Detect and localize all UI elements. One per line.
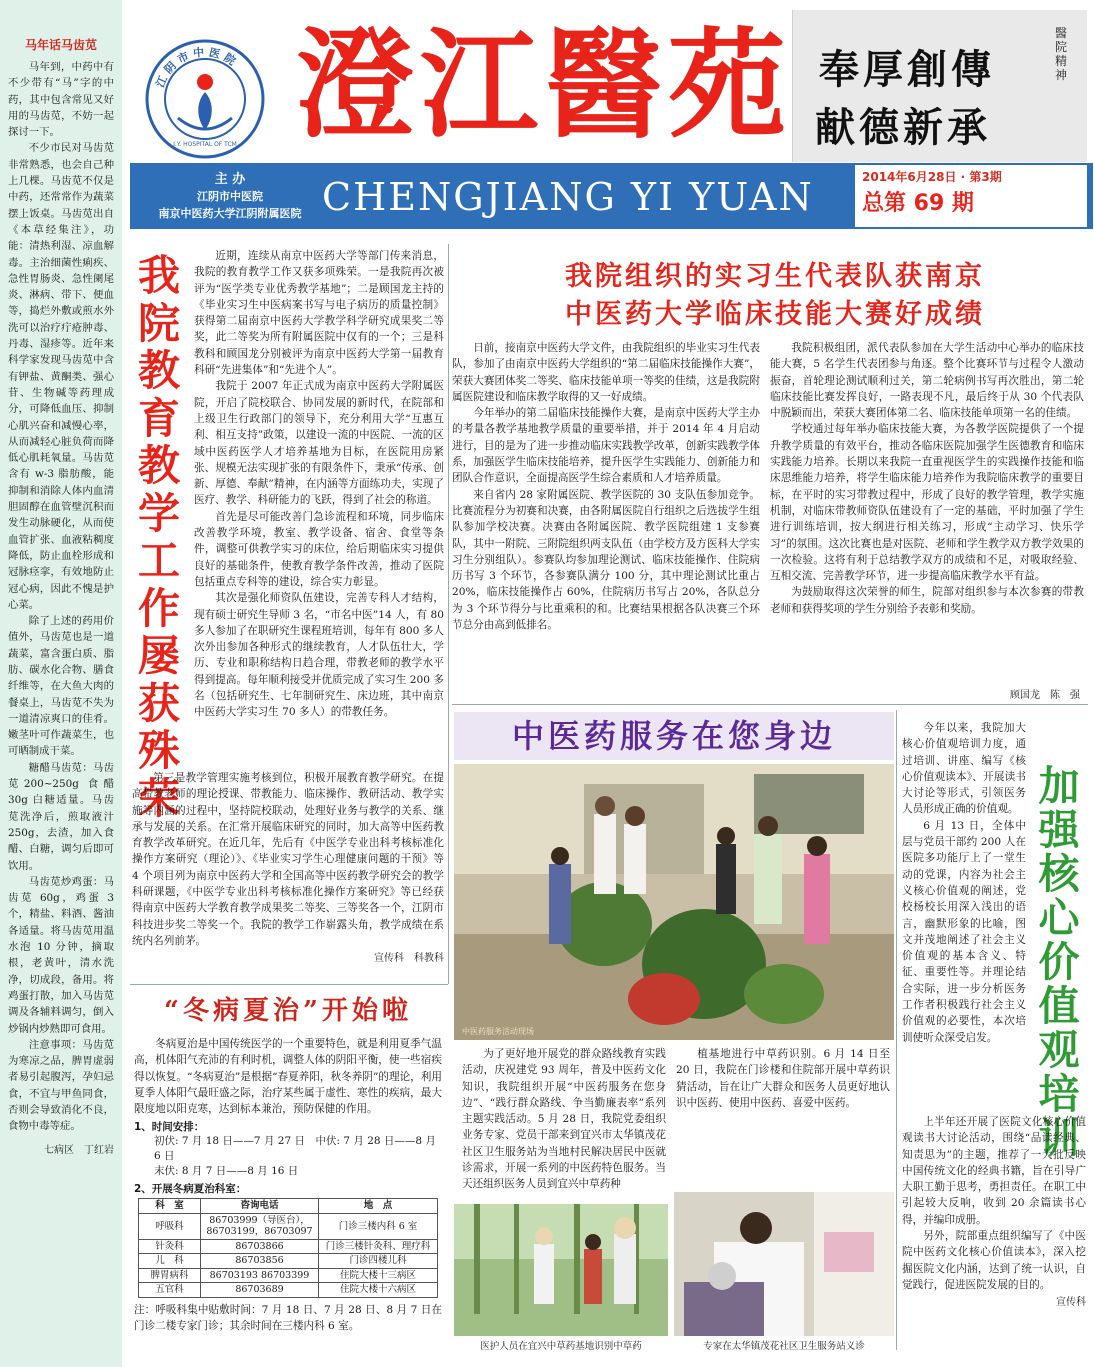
article2-credit: 顾国龙 陈 强 bbox=[1010, 690, 1080, 701]
sidebar-paragraph: 糖醋马齿苋：马齿苋200~250g 食醋30g 白糖适量。马齿苋洗净后，煎取液汁250g，去渣，加入食醋、白糖，调匀后即可饮用。 bbox=[8, 761, 114, 872]
sidebar-paragraph: 马齿苋炒鸡蛋：马齿苋 60g，鸡蛋 3 个，精盐、料酒、酱油各适量。将马齿苋用温水泡 10 分钟，摘取根，老黄叶，清水洗净，切成段，备用。将鸡蛋打散，加入马齿苋调及各辅料调匀，倒入炒锅内炒熟即可食用。 bbox=[8, 875, 114, 1035]
sidebar-title: 马年话马齿苋 bbox=[24, 38, 97, 52]
section-divider bbox=[452, 704, 1088, 705]
table-cell: 86703866 bbox=[201, 1239, 319, 1254]
table-cell: 86703193 86703399 bbox=[201, 1268, 319, 1283]
table-cell: 86703999（导医台），86703199，86703097 bbox=[201, 1213, 319, 1239]
table-cell: 门诊三楼内科 6 室 bbox=[319, 1213, 438, 1239]
sidebar-paragraph: 注意事项：马齿苋为寒凉之品，脾胃虚弱者易引起腹泻，孕妇忌食，不宜与甲鱼同食，否则会导致消化不良，食物中毒等症。 bbox=[8, 1038, 114, 1133]
table-header-cell: 咨询电话 bbox=[201, 1199, 319, 1214]
issue-date: 2014年6月28日 · 第3期 bbox=[862, 170, 1002, 184]
article1-paragraph: 近期，连续从南京中医药大学等部门传来消息，我院的教育教学工作又获多项殊荣。一是我院再次被评为“医学类专业优秀教学基地”；二是顾国龙主持的《毕业实习生中医病案书写与电子病历的质量控制》获得第二届南京中医药大学教学科学研究成果奖二等奖，此二等奖为所有附属医院中仅有的一个；三是科教科和顾国龙分别被评为南京中医药大学第一届教育科研“先进集体”和“先进个人”。 bbox=[194, 250, 444, 377]
table-cell: 脾胃病科 bbox=[139, 1268, 201, 1283]
schedule-line: 末伏: 8 月 7 日——8 月 16 日 bbox=[154, 1165, 299, 1178]
article4-column bbox=[902, 1114, 1086, 1308]
photo-caption: 医护人员在宜兴中草药基地识别中草药 bbox=[480, 1341, 642, 1352]
article2-paragraph: 今年举办的第二届临床技能操作大赛，是南京中医药大学主办的考量各教学基地教学质量的重要举措，并于 2014 年 4 月启动进行，目的是为了进一步推动临床实践教学改革，创新实践教学体系，加强医学生临床技能培养，提升医学生实践能力、创新能力和团队合作意识，全面提高医学生综合素质和人才培养质量。 bbox=[452, 407, 760, 485]
article3-column bbox=[676, 1046, 890, 1111]
table-cell: 86703689 bbox=[201, 1283, 319, 1298]
photo-herb-base bbox=[454, 1204, 668, 1336]
sidebar-paragraph: 除了上述的药用价值外，马齿苋也是一道蔬菜，富含蛋白质、脂肪、碳水化合物、膳食纤维等，在大鱼大肉的餐桌上，马齿苋不失为一道清凉爽口的佳肴。嫩茎叶可作蔬菜生，也可晒制成干菜。 bbox=[8, 615, 114, 758]
table-header-cell: 地 点 bbox=[319, 1199, 438, 1214]
table-cell: 针灸科 bbox=[139, 1239, 201, 1254]
motto-vertical-caption: 醫院精神 bbox=[1055, 26, 1068, 82]
article1-paragraph: 我院于 2007 年正式成为南京中医药大学附属医院，开启了院校联合、协同发展的新时代，在院部和上级卫生行政部门的领导下，充分利用大学“互惠互利、相互支持”政策，以建设一流的中医院、一流的区域中医药医学人才培养基地为目标，在医院用房紧张、规模无法实现扩张的有限条件下，秉承“传承、创新、厚德、奉献”精神，在内涵等方面练功夫，实现了医疗、教学、科研能力的飞跃，得到了社会的称道。 bbox=[194, 380, 444, 507]
table-header-row bbox=[139, 1199, 438, 1214]
motto-line: 献德新承 bbox=[815, 104, 991, 151]
newspaper-title-pinyin: CHENGJIANG YI YUAN bbox=[322, 175, 814, 219]
sidebar-paragraph: 马年到，中药中有不少带有“马”字的中药，其中包含常见又好用的马齿苋，不妨一起探讨一下。 bbox=[8, 61, 114, 139]
sidebar-column bbox=[0, 0, 122, 1367]
table-heading: 2、开展冬病夏治科室： bbox=[134, 1183, 247, 1196]
newspaper-title: 澄江醫苑 bbox=[296, 15, 793, 154]
schedule-heading: 1、时间安排： bbox=[134, 1121, 205, 1134]
sponsor-line: 江阴市中医院 bbox=[197, 190, 263, 203]
logo-bottom-text: J.Y. HOSPITAL OF TCM bbox=[173, 141, 237, 148]
article2-column bbox=[770, 340, 1084, 617]
article4-paragraph: 6 月 13 日，全体中层与党员干部约 200 人在医院多功能厅上了一堂生动的党课，内容为社会主义核心价值观的阐述，党校杨校长用深入浅出的语言，幽默形象的比喻，图文并茂地阐述了社会主义价值观的基本含义、特征、重要性等。并理论结合实际，进一步分析医务工作者积极践行社会主义价值观的必要性，本次培训使听众深受启发。 bbox=[902, 819, 1026, 1044]
article4-column bbox=[902, 720, 1026, 1046]
article3-column bbox=[462, 1046, 666, 1193]
article1-paragraph: 首先是尽可能改善门急诊流程和环境，同步临床改善教学环境，教室、教学设备、宿舍、食堂等条件，调整可供教学实习的床位，给后期临床实习提供良好的基础条件，使教育教学条件改善，推动了医院包括重点专科等的建设，综合实力彰显。 bbox=[194, 510, 444, 588]
article1-paragraph: 第三是教学管理实施考核到位，积极开展教育教学研究。在提高带教老师的理论授课、带教能力、临床操作、教研活动、教学实施等内涵的过程中，坚持院校联动，处理好业务与教学的关系、继承与发展的关系。在汇常开展临床研究的同时，加大高等中医药教育教学改革研究。在近几年，先后有《中医学专业出科考核标准化操作方案研究（理论）》、《毕业实习学生心理健康问题的干预》等 4 个项目列为南京中医药大学和全国高等中医药教学研究会的教学科研课题，《中医学专业出科考核标准化操作方案研究》等已经获得南京中医药大学教育教学成果奖二等奖、三等奖各一个，江阴市科技进步奖二等奖一个。我院的教学工作崭露头角，教学成绩在系统内名列前茅。 bbox=[132, 772, 444, 947]
article5-headline: “冬病夏治”开始啦 bbox=[164, 996, 412, 1026]
article3-paragraph: 为了更好地开展党的群众路线教育实践活动，庆祝建党 93 周年，普及中医药文化知识，我院组织开展“中医药服务在您身边”、“践行群众路线、争当勤廉表率”系列主题实践活动。5 月 28 日，我院党委组织业务专家、党员干部来到宜兴市太华镇茂花社区卫生服务站为当地村民解决居民中医就诊需求，开展一系列的中医药特色服务。当天还组织医务人员到宜兴中草药种 bbox=[462, 1048, 666, 1191]
table-row bbox=[139, 1213, 438, 1239]
table-cell: 门诊三楼针灸科、理疗科 bbox=[319, 1239, 438, 1254]
article4-paragraph: 另外，院部重点组织编写了《中医院中医药文化核心价值读本》，深入挖掘医院文化内涵，达到了统一认识，自觉践行，促进医院发展的目的。 bbox=[902, 1230, 1086, 1291]
article1-body-bottom bbox=[132, 770, 444, 964]
article5-intro: 冬病夏治是中国传统医学的一个重要特色，就是利用夏季气温高，机体阳气充沛的有利时机，调整人体的阴阳平衡，使一些宿疾得以恢复。“冬病夏治”是根据“春夏养阳，秋冬养阴”的理论，利用夏季人体阳气最旺盛之际，治疗某些属于虚性、寒性的疾病，最大限度地以阳克寒，达到标本兼治，预防保健的作用。 bbox=[134, 1038, 442, 1116]
table-row bbox=[139, 1239, 438, 1254]
article2-paragraph: 学校通过每年举办临床技能大赛，为各教学医院提供了一个提升教学质量的有效平台，推动各临床医院加强学生医德教育和临床实践能力培养。长期以来我院一直重视医学生的实践操作技能和临床思维能力培养，将学生临床能力培养作为我院临床教学的重要目标，在平时的实习带教过程中，形成了良好的教学管理，教学实施机制，对临床带教师资队伍建设有了一定的基础，平时加强了学生进行训练培训，按大纲进行相关练习，形成“主动学习、快乐学习”的氛围。这次比赛也是对医院、老师和学生教学双方教学效果的一次检验。这将有利于总结教学双方的成绩和不足，对吸取经验、互相交流、完善教学环节，进一步提高临床教学水平有益。 bbox=[770, 423, 1084, 583]
issue-number: 总第 69 期 bbox=[862, 191, 974, 216]
article5-note: 注：呼吸科集中贴敷时间：7 月 18 日、7 月 28 日、8 月 7 日在门诊二楼专家门诊；其余时间在三楼内科 6 室。 bbox=[134, 1303, 442, 1333]
table-cell: 门诊四楼儿科 bbox=[319, 1254, 438, 1269]
table-header-cell: 科 室 bbox=[139, 1199, 201, 1214]
article4-headline: 加强核心价值观培训 bbox=[1038, 762, 1080, 1162]
table-row bbox=[139, 1268, 438, 1283]
table-row bbox=[139, 1254, 438, 1269]
article3-headline: 中医药服务在您身边 bbox=[511, 717, 836, 755]
photo-caption-watermark: 中医药服务活动现场 bbox=[462, 1027, 534, 1036]
hospital-logo bbox=[144, 38, 266, 160]
table-cell: 五官科 bbox=[139, 1283, 201, 1298]
article1-headline: 我院教育教学工作屡获殊荣 bbox=[137, 251, 180, 823]
article2-paragraph: 日前，接南京中医药大学文件，由我院组织的毕业实习生代表队，参加了由南京中医药大学组织的“第二届临床技能操作大赛”，荣获大赛团体奖二等奖、临床技能单项一等奖的佳绩，这是我院附属医院建设和临床教学取得的又一好成绩。 bbox=[452, 342, 760, 403]
table-cell: 住院大楼十三病区 bbox=[319, 1268, 438, 1283]
column-divider bbox=[896, 710, 897, 1350]
column-divider bbox=[448, 244, 449, 984]
table-cell: 86703856 bbox=[201, 1254, 319, 1269]
photo-caption: 专家在太华镇茂花社区卫生服务站义诊 bbox=[703, 1341, 865, 1352]
article1-credit: 宣传科 科教科 bbox=[374, 953, 444, 965]
article3-paragraph: 植基地进行中草药识别。6 月 14 日至 20 日，我院在门诊楼和住院部开展中草药识猜活动，旨在让广大群众和医务人员更好地认识中医药、使用中医药、喜爱中医药。 bbox=[676, 1048, 890, 1109]
article2-paragraph: 来自省内 28 家附属医院、教学医院的 30 支队伍参加竞争。比赛流程分为初赛和决赛，由各附属医院自行组织之后选拔学生组队参加学校决赛。决赛由各附属医院、教学医院组建 1 支参赛队，其中一附院、三附院组织两支队伍（由学校方及方医科大学实习生分别组队）。参赛队均参加理论测试、临床技能操作、住院病历书写 3 个环节，各参赛队满分 100 分，其中理论测试比重占 20%，临床技能操作占 60%，住院病历书写占 20%，各队总分为 3 个环节得分与比重乘积的和。比赛结果根据各队决赛三个环节总分由高到低排名。 bbox=[452, 488, 760, 632]
motto-box bbox=[792, 10, 1087, 162]
article2-headline: 我院组织的实习生代表队获南京 bbox=[565, 261, 985, 292]
table-cell: 呼吸科 bbox=[139, 1213, 201, 1239]
article1-body-top bbox=[194, 248, 444, 721]
sponsor-line: 南京中医药大学江阴附属医院 bbox=[158, 207, 302, 220]
article2-paragraph: 为鼓励取得这次荣誉的师生，院部对组织参与本次参赛的带教老师和获得奖项的学生分别给予表彰和奖励。 bbox=[770, 586, 1084, 615]
photo-free-clinic bbox=[674, 1192, 894, 1336]
logo-arc-text: 江阴市中医院 bbox=[153, 45, 242, 90]
sponsor-label: 主 办 bbox=[214, 172, 246, 187]
article1-paragraph: 其次是强化师资队伍建设，完善专科人才结构，现有硕士研究生导师 3 名，“市名中医”14 人，有 80 多人参加了在职研究生课程班培训，每年有 800 多人次外出参加各种形式的继续教育，人才队伍壮大，学历、专业和职称结构日趋合理，带教老师的教学水平得到提高。每年顺利接受并优质完成了实习生 200 多名（包括研究生、七年制研究生、床边班，其中南京中医药大学实习生 70 多人）的带教任务。 bbox=[194, 592, 444, 719]
clinic-table bbox=[138, 1198, 438, 1298]
table-cell: 住院大楼十六病区 bbox=[319, 1283, 438, 1298]
article4-paragraph: 今年以来，我院加大核心价值观培训力度，通过培训、讲座、编写《核心价值观读本》、开展读书大讨论等形式，引领医务人员形成正确的价值观。 bbox=[902, 722, 1026, 816]
article5-body bbox=[134, 1036, 442, 1335]
article4-paragraph: 上半年还开展了医院文化核心价值观读书大讨论活动，围绕“品读经典、知责思为”的主题，推荐了一大批反映中国传统文化的经典书籍，旨在引导广大职工勤于思考，勇担责任。在职工中引起较大反响，收到 20 余篇读书心得，并编印成册。 bbox=[902, 1116, 1086, 1226]
section-divider bbox=[130, 984, 448, 985]
article2-paragraph: 我院积极组团，派代表队参加在大学生活动中心举办的临床技能大赛，5 名学生代表团参与角逐。整个比赛环节与过程令人激动振奋，首轮理论测试顺利过关，第二轮病例书写再次胜出，第二轮临床技能比赛发挥良好，一路表现不凡，最后终于从 30 个代表队中脱颖而出，荣获大赛团体第二名、临床技能单项第一名的佳绩。 bbox=[770, 342, 1084, 420]
photo-consultation bbox=[454, 764, 894, 1040]
sidebar-paragraph: 不少市民对马齿苋非常熟悉，也会自己种上几棵。马齿苋不仅是中药，还常常作为蔬菜摆上饭桌。马齿苋出自《本草经集注》，功能：清热利湿、凉血解毒。主治细菌性痢疾、急性胃肠炎、急性阑尾炎、淋病、带下、便血等，捣烂外敷或煎水外洗可以治疗疔疮肿毒、丹毒、湿疹等。近年来科学家发现马齿苋中含有钾盐、黄酮类、强心苷、生物碱等药理成分，可降低血压、抑制心肌兴奋和减慢心率，从而减轻心脏负荷而降低心肌耗氧量。马齿苋含有 w-3 脂肪酸，能抑制和消除人体内血清胆固醇在血管壁沉积而发生动脉硬化，从而使血管扩张、血液粘稠度降低，防止血栓形成和冠脉痉挛，有效地防止冠心病，因此不愧是护心菜。 bbox=[8, 142, 114, 611]
article2-column bbox=[452, 340, 760, 633]
schedule-line: 初伏: 7 月 18 日——7 月 27 日 中伏: 7 月 28 日——8 月 6 日 bbox=[154, 1135, 436, 1163]
sidebar-author: 七病区 丁红岩 bbox=[44, 1144, 114, 1156]
article4-credit: 宣传科 bbox=[1056, 1297, 1086, 1309]
motto-line: 奉厚創傳 bbox=[819, 46, 995, 93]
article2-headline: 中医药大学临床技能大赛好成绩 bbox=[565, 299, 985, 330]
table-cell: 儿 科 bbox=[139, 1254, 201, 1269]
table-row bbox=[139, 1283, 438, 1298]
